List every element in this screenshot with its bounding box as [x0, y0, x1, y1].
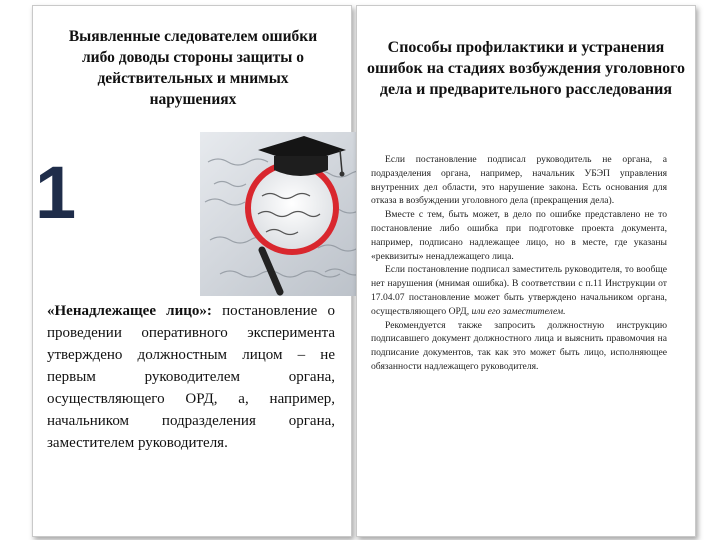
paragraph: Рекомендуется также запросить должностную инструкцию подписавшего документ должностного лица и выяснить правомочия на подписание документов, так как это может быть лицо, исполняющее обязанности надлежащего руководителя. — [371, 319, 667, 372]
slide-number: 1 — [35, 151, 77, 234]
magnifier-graduation-cap-icon — [200, 132, 378, 296]
right-card-body — [371, 153, 667, 374]
body-text: постановление о проведении оперативного эксперимента утверждено должностным лицом – не первым руководителем органа, осуществляющего ОРД, а, например, начальником подразделения органа, заместителем руководителя. — [47, 303, 335, 451]
left-card-body — [47, 300, 335, 454]
left-card-title: Выявленные следователем ошибки либо доводы стороны защиты о действительных и мнимых нарушениях — [68, 28, 318, 108]
right-card — [356, 5, 696, 537]
left-card — [32, 5, 352, 537]
paragraph: Если постановление подписал заместитель руководителя, то вообще нет нарушения (мнимая ошибка). В соответствии с п.11 Инструкции от 17.04.07 постановление может быть утверждено начальником органа, осуществляющего ОРД, или его заместителем. — [371, 264, 667, 317]
paragraph: Вместе с тем, быть может, в дело по ошибке представлено не то постановление либо ошибка при подготовке проекта документа, например, подписано надлежащее лицо, но в месте, где указаны «реквизиты» ненадлежащего лица. — [371, 209, 667, 262]
right-card-title: Способы профилактики и устранения ошибок на стадиях возбуждения уголовного дела и предварительного расследования — [366, 39, 686, 98]
body-heading: «Ненадлежащее лицо»: — [47, 303, 212, 319]
paragraph: Если постановление подписал руководитель не органа, а подразделения органа, например, начальник УБЭП управления внутренних дел области, это нарушение закона. Есть основания для отказа в возбуждении уголовного дела (прекращения дела). — [371, 154, 667, 207]
